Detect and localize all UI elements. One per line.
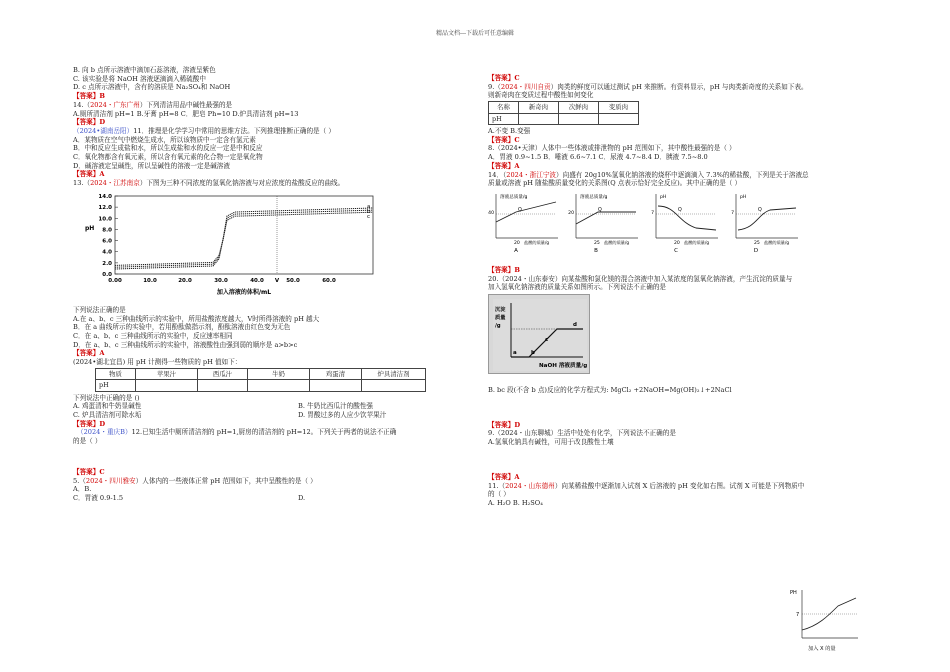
text-line-r15: 【答案】D — [488, 420, 521, 429]
text-line-l7: 【答案】D — [73, 118, 106, 127]
s-y7: 7 — [796, 612, 800, 618]
text-line-r10: 质量或溶液 pH 随盐酸质量变化的关系图(Q 点表示恰好完全反应)。其中正确的是（ ） — [488, 179, 742, 188]
photo-pt: b — [531, 350, 535, 357]
text-line-r9: 14．（2024・浙江宁波）向盛有 20g10%氢氧化钠溶液的烧杯中逐滴滴入 7.3%的稀盐酸，下列是关于溶液总 — [488, 170, 809, 179]
text-line-r16: 9.（2024・山东聊城）生活中处处有化学，下列说法不正确的是 — [488, 429, 676, 438]
text-line-r8: 【答案】A — [488, 161, 520, 170]
left-column — [73, 66, 473, 503]
table-header-cell: 牛奶 — [248, 368, 310, 379]
table-cell — [248, 380, 310, 391]
graph-x-label: 盐酸的质量/g — [764, 239, 790, 245]
table-header-cell: 鸡蛋清 — [310, 368, 362, 379]
table-header-cell: 变质肉 — [599, 102, 639, 113]
text-line-q5c: A．B. — [73, 485, 92, 494]
table-cell — [519, 113, 559, 124]
text-line-r2: 9.（2024・四川自贡）肉类的鲜度可以通过测试 pH 来推断。有资料显示，pH 与肉类新奇度的关系如下表。 — [488, 82, 808, 91]
text-line-r18: 【答案】A — [488, 472, 520, 481]
text-line-q13f: 【答案】A — [73, 349, 105, 358]
photo-y-label: 沉淀 — [495, 307, 506, 314]
text-line-l12: D．碱溶液定呈碱性，所以呈碱性的溶液一定是碱溶液 — [73, 161, 230, 170]
meat-ph-table — [488, 101, 639, 125]
table-cell — [362, 380, 426, 391]
titration-curve — [115, 210, 373, 267]
q12-line2: 的是（ ） — [73, 437, 102, 446]
text-line-l6: A.厕所清洁剂 pH=1 B.牙膏 pH=8 C．肥皂 Ph=10 D.炉具清洁剂 pH=13 — [73, 109, 299, 118]
text-line-r3: 则新奇肉在变质过程中酸性如何变化 — [488, 91, 594, 100]
table-header-cell: 名称 — [489, 102, 519, 113]
text-line-q5b: 5.（2024・四川雅安）人体内的一些液体正常 pH 范围如下，其中呈酸性的是（ ） — [73, 476, 317, 485]
text-line-r4: A.不变 B.变强 — [488, 127, 531, 136]
graph-x-value: 20 — [514, 240, 520, 246]
text-line-l8: （2024•湖南岳阳）11．推理是化学学习中常用的思维方法。下列推理推断正确的是（ ） — [73, 126, 335, 135]
table-header-cell: 次鲜肉 — [559, 102, 599, 113]
x-tick-label: 10.0 — [143, 277, 157, 284]
graph-q-label: Q — [598, 207, 602, 213]
graph-x-value: 25 — [754, 240, 760, 246]
text-line-l4: 【答案】B — [73, 92, 105, 101]
text-line-l13: 【答案】A — [73, 170, 105, 179]
x-tick-label: V — [274, 277, 280, 284]
text-line-q13b: A.在 a、b、c 三种曲线所示的实验中，所用盐酸浓度越大，V时所得溶液的 pH 越大 — [73, 314, 320, 323]
ph-mass-graphs — [488, 190, 818, 256]
text-line-l11: C．氧化物都含有氧元素，所以含有氧元素的化合物一定是氧化物 — [73, 153, 263, 162]
y-tick-label: 6.0 — [102, 238, 112, 245]
y-tick-label: 8.0 — [102, 227, 112, 234]
x-tick-label: 60.0 — [322, 277, 336, 284]
text-line-r5: 【答案】C — [488, 135, 520, 144]
text-line-l10: B．中和反应生成盐和水，所以生成盐和水的反应一定是中和反应 — [73, 144, 263, 153]
graph-x-label: 盐酸的质量/g — [604, 239, 630, 245]
text-line-l5: 14.（2024・广东广州）下列清洁用品中碱性最强的是 — [73, 100, 233, 109]
table-cell — [559, 113, 599, 124]
right-column — [488, 66, 888, 652]
x-tick-label: 40.0 — [250, 277, 264, 284]
curve-label: a — [367, 203, 371, 210]
graph-q-label: Q — [678, 207, 682, 213]
text-line-yc1: 下列说法中正确的是 () — [73, 393, 140, 402]
text-line-q5a: 【答案】C — [73, 467, 105, 476]
text-line-r19: 11.（2024・山东德州）向某稀盐酸中逐渐加入试剂 X 后溶液的 pH 变化如右图。试剂 X 可能是下列物质中 — [488, 481, 805, 490]
text-line-q13c: B．在 a 曲线所示的实验中，若用酚酞做指示剂，酚酞溶液由红色变为无色 — [73, 323, 291, 332]
text-line-q13g: (2024•湖北宜昌) 用 pH 计测得一些物质的 pH 值如下： — [73, 358, 242, 367]
photo-y-label2: 质量 — [495, 315, 506, 322]
graph-y-label: 溶液总质量/g — [500, 194, 528, 200]
text-line-yc2a: A. 鸡蛋清和牛奶显碱性 B. 牛奶比西瓜汁的酸性强 — [73, 402, 373, 411]
photo-pt: d — [573, 322, 577, 329]
y-tick-label: 12.0 — [98, 204, 112, 211]
text-line-l9: A．某物质在空气中燃烧生成水，所以该物质中一定含有氢元素 — [73, 135, 256, 144]
ph-table-1 — [95, 368, 426, 392]
text-line-r11: 【答案】B — [488, 265, 520, 274]
table-cell — [599, 113, 639, 124]
x-tick-label: 50.0 — [286, 277, 300, 284]
text-line-r17: A.氢氧化钠具有碱性，可用于改良酸性土壤 — [488, 438, 614, 447]
chart-frame — [115, 196, 373, 274]
table-header-cell: 苹果汁 — [136, 368, 198, 379]
text-line-r12: 20.（2024・山东泰安）向某盐酸和氯化镁的混合溶液中加入某浓度的氢氧化钠溶液，产生沉淀的质量与 — [488, 274, 793, 283]
s-x-label: 加入 X 的量 — [808, 646, 836, 652]
photo-pt: c — [545, 337, 549, 344]
text-line-r13: 加入氢氧化钠溶液的质量关系如图所示。下列说法不正确的是 — [488, 283, 667, 292]
y-tick-label: 10.0 — [98, 216, 112, 223]
graph-letter: D — [753, 247, 759, 254]
text-line-l1: B. 向 b 点所示溶液中滴加石蕊溶液，溶液呈紫色 — [73, 66, 216, 74]
graph-y-value: 7 — [731, 210, 734, 216]
titration-curve — [115, 212, 373, 265]
text-line-r6: 8.（2024•天津）人体中一些体液或排泄物的 pH 范围如下，其中酸性最强的是（ ） — [488, 144, 736, 153]
text-line-r1: 【答案】C — [488, 74, 520, 82]
text-line-r7: A．胃液 0.9~1.5 B．唾液 6.6~7.1 C．尿液 4.7~8.4 D．胰液 7.5~8.0 — [488, 153, 708, 162]
q12-line: （2024・重庆B）12.已知生活中厕所清洁剂的 pH=1,厨房的清洁剂的 pH=12。下列关于两者的说法不正确 — [77, 428, 397, 437]
y-tick-label: 2.0 — [102, 260, 112, 267]
x-axis-label: 加入溶液的体积/mL — [216, 288, 272, 296]
photo-pt: a — [513, 350, 517, 357]
graph-curve — [738, 208, 796, 230]
graph-letter: B — [594, 247, 598, 254]
graph-y-label: pH — [740, 194, 747, 200]
graph-curve — [496, 202, 556, 222]
graph-y-value: 40 — [488, 210, 494, 216]
text-line-yc3a: C. 炉具清洁剂可除水垢 D. 胃酸过多的人应少饮苹果汁 — [73, 411, 387, 420]
precipitate-graph-photo — [488, 294, 590, 374]
graph-x-label: 盐酸的质量/g — [524, 239, 550, 245]
table-header-cell: 物质 — [96, 368, 136, 379]
y-tick-label: 0.0 — [102, 271, 112, 278]
graph-q-label: Q — [758, 207, 762, 213]
y-tick-label: 4.0 — [102, 249, 112, 256]
titration-curve — [115, 208, 373, 269]
x-tick-label: 30.0 — [214, 277, 228, 284]
text-line-yc4: 【答案】D — [73, 419, 106, 428]
text-line-r21: A. H₂O B. H₂SO₄ — [488, 498, 543, 507]
y-axis-label: pH — [85, 224, 95, 232]
text-line-q5d: C．胃液 0.9-1.5 D. — [73, 494, 306, 502]
graph-x-value: 25 — [594, 240, 600, 246]
graph-y-label: 溶液总质量/g — [580, 194, 608, 200]
bc-equation-line: B. bc 段(不含 b 点)反应的化学方程式为: MgCl₂ +2NaOH=Mg(OH)₂↓+2NaCl — [488, 386, 732, 395]
s-y-label: PH — [790, 590, 797, 596]
text-line-r20: 的（ ） — [488, 490, 510, 499]
text-line-l3: D. c 点所示溶液中，含有的溶质是 Na₂SO₄和 NaOH — [73, 83, 231, 92]
text-line-q13d: C．在 a、b、c 三种曲线所示的实验中，反应速率相同 — [73, 331, 233, 340]
graph-q-label: Q — [518, 207, 522, 213]
graph-letter: A — [514, 247, 518, 254]
photo-y-label3: /g — [495, 323, 501, 330]
table-cell — [310, 380, 362, 391]
curve-label: b — [367, 208, 371, 215]
page-header: 精品文档---下载后可任意编辑 — [435, 30, 515, 37]
graph-x-value: 20 — [674, 240, 680, 246]
photo-x-label: NaOH 溶液质量/g — [539, 363, 588, 370]
text-line-l14: 13.（2024・江苏南京）下图为三种不同浓度的氢氧化钠溶液与对应浓度的盐酸反应的曲线。 — [73, 179, 345, 188]
table-cell — [136, 380, 198, 391]
graph-y-label: pH — [660, 194, 667, 200]
text-line-l2: C. 该实验是将 NaOH 溶液逐滴滴入稀硫酸中 — [73, 74, 206, 83]
graph-y-value: 20 — [568, 210, 574, 216]
graph-y-value: 7 — [651, 210, 654, 216]
text-line-q13e: D．在 a、b、c 三种曲线所示的实验中，溶液酸性由强到弱的顺序是 a>b>c — [73, 340, 298, 349]
graph-letter: C — [674, 247, 678, 254]
small-ph-chart — [788, 586, 863, 656]
x-tick-label: 20.0 — [178, 277, 192, 284]
graph-x-label: 盐酸的质量/g — [684, 239, 710, 245]
graph-curve — [658, 206, 716, 230]
text-line-q13a: 下列说法正确的是 — [73, 305, 126, 314]
table-cell: pH — [96, 380, 136, 391]
photo-bg — [493, 299, 587, 371]
table-header-cell: 西瓜汁 — [198, 368, 248, 379]
table-cell: pH — [489, 113, 519, 124]
table-cell — [198, 380, 248, 391]
ph-curve-chart — [73, 190, 403, 298]
table-header-cell: 炉具清洁剂 — [362, 368, 426, 379]
x-tick-label: 0.00 — [108, 277, 122, 284]
curve-label: c — [367, 214, 371, 221]
table-header-cell: 新奇肉 — [519, 102, 559, 113]
y-tick-label: 14.0 — [98, 193, 112, 200]
